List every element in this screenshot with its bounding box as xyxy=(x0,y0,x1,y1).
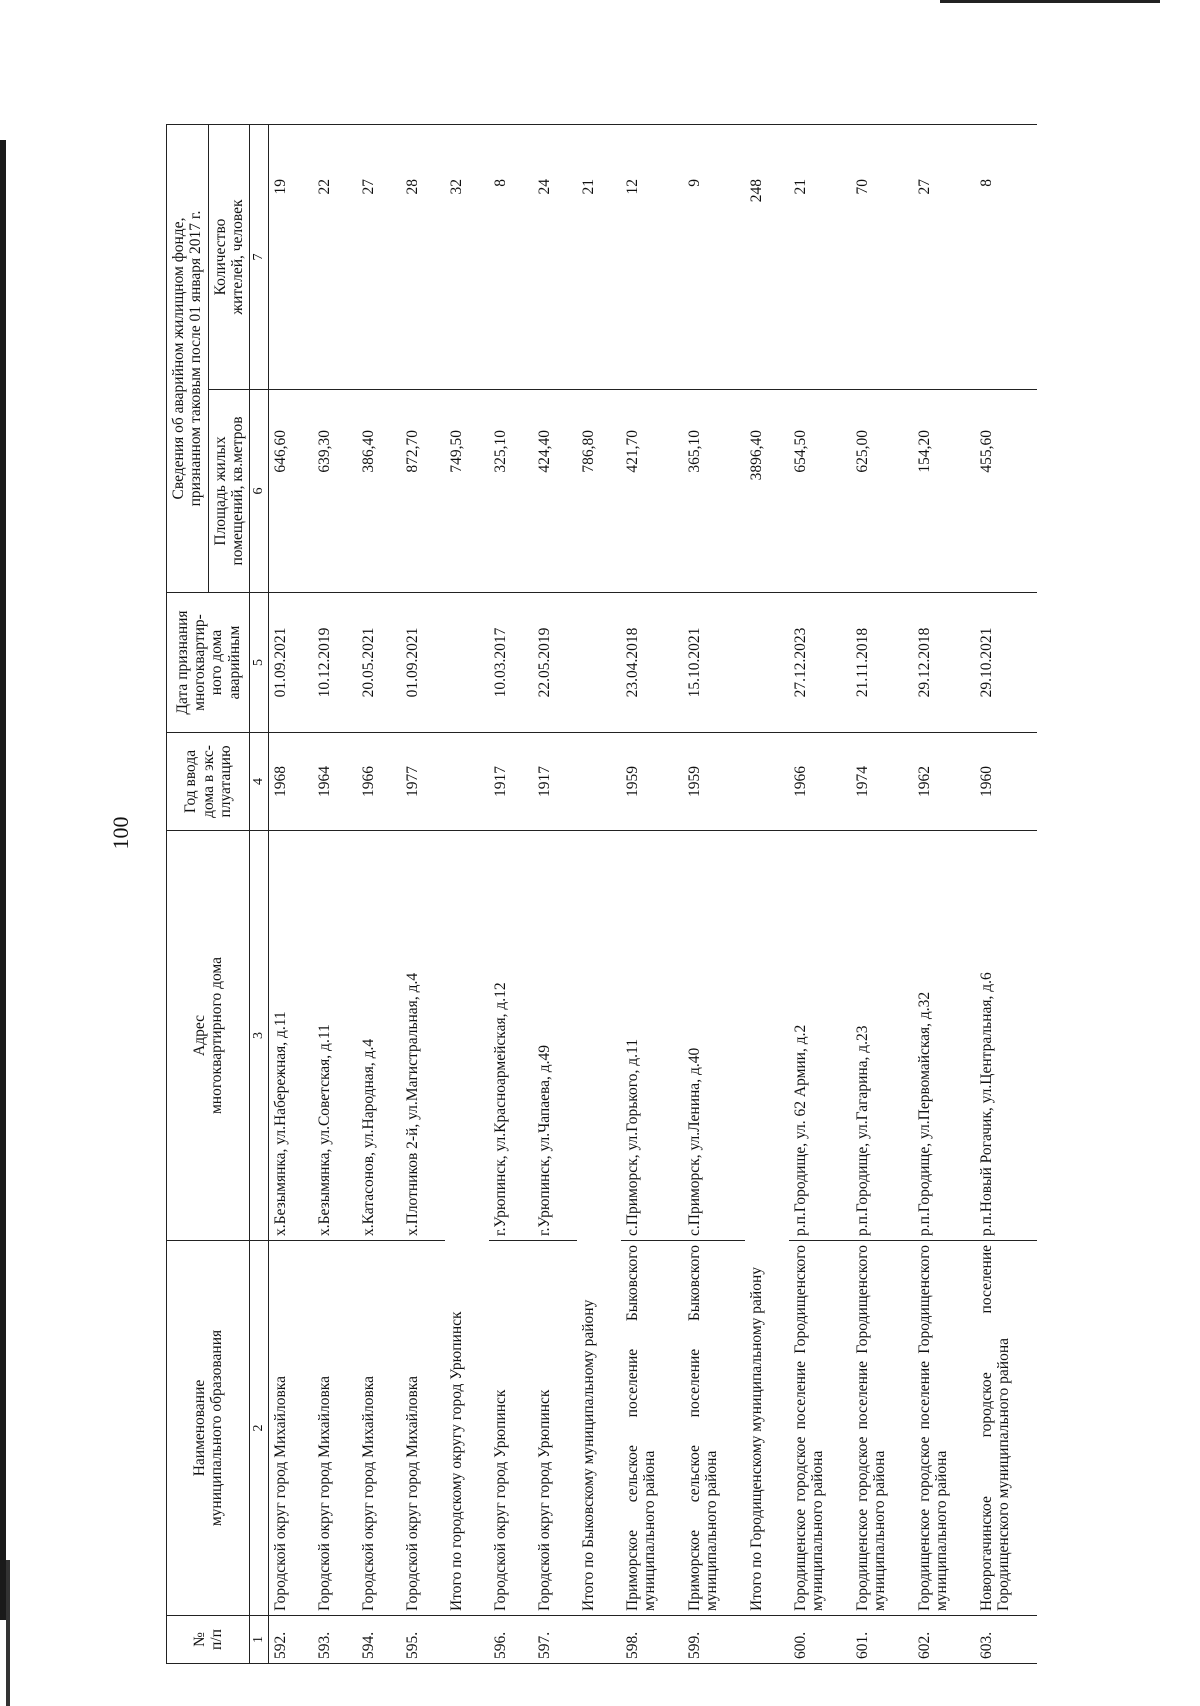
row-area: 154,20 xyxy=(913,390,975,593)
row-address: р.п.Городище, ул.Гагарина, д.23 xyxy=(851,831,913,1241)
row-no: 602. xyxy=(913,1616,975,1664)
row-year: 1966 xyxy=(789,733,851,831)
row-name: Городской округ город Михайловка xyxy=(401,1241,445,1616)
row-no: 601. xyxy=(851,1616,913,1664)
row-residents: 70 xyxy=(851,124,913,389)
table-row xyxy=(913,124,975,1663)
col-num-2: 2 xyxy=(250,1241,269,1616)
row-name: Новорогачинское городское поселение Городищенского муниципального района xyxy=(975,1241,1037,1616)
row-address: г.Урюпинск, ул.Чапаева, д.49 xyxy=(533,831,577,1241)
table-row xyxy=(313,124,357,1663)
row-year: 1962 xyxy=(913,733,975,831)
row-residents: 27 xyxy=(913,124,975,389)
col-num-7: 7 xyxy=(250,124,269,389)
col-num-4: 4 xyxy=(250,733,269,831)
header-year: Год ввода дома в экс- плуатацию xyxy=(167,733,250,831)
row-residents: 27 xyxy=(357,124,401,389)
table-row xyxy=(851,124,913,1663)
table-row xyxy=(401,124,445,1663)
row-year: 1917 xyxy=(489,733,533,831)
header-area: Площадь жилых помещений, кв.метров xyxy=(208,390,250,593)
row-name: Городской округ город Михайловка xyxy=(313,1241,357,1616)
row-address: с.Приморск, ул.Ленина, д.40 xyxy=(683,831,745,1241)
row-address: х.Безымянка, ул.Советская, д.11 xyxy=(313,831,357,1241)
row-no: 600. xyxy=(789,1616,851,1664)
row-name: Городской округ город Урюпинск xyxy=(533,1241,577,1616)
row-address: с.Приморск, ул.Горького, д.11 xyxy=(621,831,683,1241)
row-residents: 28 xyxy=(401,124,445,389)
row-date: 01.09.2021 xyxy=(401,593,445,733)
row-residents: 12 xyxy=(621,124,683,389)
row-no: 595. xyxy=(401,1616,445,1664)
page-number: 100 xyxy=(108,816,133,850)
row-no: 599. xyxy=(683,1616,745,1664)
row-year: 1977 xyxy=(401,733,445,831)
table-row xyxy=(621,124,683,1663)
row-date: 29.10.2021 xyxy=(975,593,1037,733)
header-group: Сведения об аварийном жилищном фонде, признанном таковым после 01 января 2017 г. xyxy=(167,124,209,592)
total-area: 786,80 xyxy=(577,390,621,593)
row-area: 386,40 xyxy=(357,390,401,593)
row-no: 592. xyxy=(269,1616,314,1664)
row-year: 1917 xyxy=(533,733,577,831)
row-year: 1959 xyxy=(621,733,683,831)
total-label: Итого по Городищенскому муниципальному району xyxy=(745,831,789,1616)
total-residents: 32 xyxy=(445,124,489,389)
row-name: Приморское сельское поселение Быковского муниципального района xyxy=(683,1241,745,1616)
table-row xyxy=(357,124,401,1663)
row-date: 10.03.2017 xyxy=(489,593,533,733)
row-year: 1968 xyxy=(269,733,314,831)
row-date: 21.11.2018 xyxy=(851,593,913,733)
table-row xyxy=(975,124,1037,1663)
row-no: 594. xyxy=(357,1616,401,1664)
row-date: 20.05.2021 xyxy=(357,593,401,733)
row-address: х.Безымянка, ул.Набережная, д.11 xyxy=(269,831,314,1241)
row-name: Городской округ город Михайловка xyxy=(269,1241,314,1616)
row-date: 10.12.2019 xyxy=(313,593,357,733)
col-num-6: 6 xyxy=(250,390,269,593)
col-num-5: 5 xyxy=(250,593,269,733)
total-residents: 21 xyxy=(577,124,621,389)
row-area: 872,70 xyxy=(401,390,445,593)
total-area: 3896,40 xyxy=(745,390,789,593)
row-date: 29.12.2018 xyxy=(913,593,975,733)
row-area: 325,10 xyxy=(489,390,533,593)
row-residents: 19 xyxy=(269,124,314,389)
row-date: 15.10.2021 xyxy=(683,593,745,733)
row-residents: 21 xyxy=(789,124,851,389)
header-no: № п/п xyxy=(167,1616,250,1664)
row-name: Городской округ город Урюпинск xyxy=(489,1241,533,1616)
row-area: 421,70 xyxy=(621,390,683,593)
row-address: х.Плотников 2-й, ул.Магистральная, д.4 xyxy=(401,831,445,1241)
row-area: 654,50 xyxy=(789,390,851,593)
row-date: 01.09.2021 xyxy=(269,593,314,733)
total-row xyxy=(577,124,621,1663)
header-name: Наименование муниципального образования xyxy=(167,1241,250,1616)
row-name: Городищенское городское поселение Городищенского муниципального района xyxy=(851,1241,913,1616)
row-date: 22.05.2019 xyxy=(533,593,577,733)
table-row xyxy=(269,124,314,1663)
row-residents: 8 xyxy=(489,124,533,389)
row-residents: 8 xyxy=(975,124,1037,389)
row-no: 597. xyxy=(533,1616,577,1664)
col-num-3: 3 xyxy=(250,831,269,1241)
total-label: Итого по городскому округу город Урюпинск xyxy=(445,831,489,1616)
row-area: 455,60 xyxy=(975,390,1037,593)
row-date: 27.12.2023 xyxy=(789,593,851,733)
total-row xyxy=(745,124,789,1663)
row-area: 639,30 xyxy=(313,390,357,593)
emergency-housing-table xyxy=(166,124,1037,1664)
row-year: 1960 xyxy=(975,733,1037,831)
row-residents: 9 xyxy=(683,124,745,389)
row-year: 1966 xyxy=(357,733,401,831)
rotated-page xyxy=(0,86,1100,1706)
row-no: 596. xyxy=(489,1616,533,1664)
row-address: х.Катасонов, ул.Народная, д.4 xyxy=(357,831,401,1241)
row-name: Городской округ город Михайловка xyxy=(357,1241,401,1616)
row-area: 424,40 xyxy=(533,390,577,593)
row-year: 1959 xyxy=(683,733,745,831)
row-no: 603. xyxy=(975,1616,1037,1664)
row-name: Приморское сельское поселение Быковского муниципального района xyxy=(621,1241,683,1616)
scan-edge-top xyxy=(940,0,1160,3)
table-row xyxy=(789,124,851,1663)
row-date: 23.04.2018 xyxy=(621,593,683,733)
row-address: р.п.Городище, ул.Первомайская, д.32 xyxy=(913,831,975,1241)
col-num-1: 1 xyxy=(250,1616,269,1664)
row-year: 1974 xyxy=(851,733,913,831)
header-date: Дата признания многоквартир- ного дома аварийным xyxy=(167,593,250,733)
header-residents: Количество жителей, человек xyxy=(208,124,250,389)
table-row xyxy=(489,124,533,1663)
row-no: 593. xyxy=(313,1616,357,1664)
row-area: 646,60 xyxy=(269,390,314,593)
row-name: Городищенское городское поселение Городищенского муниципального района xyxy=(789,1241,851,1616)
row-year: 1964 xyxy=(313,733,357,831)
row-residents: 24 xyxy=(533,124,577,389)
total-residents: 248 xyxy=(745,124,789,389)
total-label: Итого по Быковскому муниципальному району xyxy=(577,831,621,1616)
row-address: р.п.Городище, ул. 62 Армии, д.2 xyxy=(789,831,851,1241)
header-address: Адрес многоквартирного дома xyxy=(167,831,250,1241)
total-area: 749,50 xyxy=(445,390,489,593)
row-address: р.п.Новый Рогачик, ул.Центральная, д.6 xyxy=(975,831,1037,1241)
row-name: Городищенское городское поселение Городищенского муниципального района xyxy=(913,1241,975,1616)
row-area: 625,00 xyxy=(851,390,913,593)
row-residents: 22 xyxy=(313,124,357,389)
row-area: 365,10 xyxy=(683,390,745,593)
row-address: г.Урюпинск, ул.Красноармейская, д.12 xyxy=(489,831,533,1241)
total-row xyxy=(445,124,489,1663)
row-no: 598. xyxy=(621,1616,683,1664)
table-row xyxy=(683,124,745,1663)
table-row xyxy=(533,124,577,1663)
